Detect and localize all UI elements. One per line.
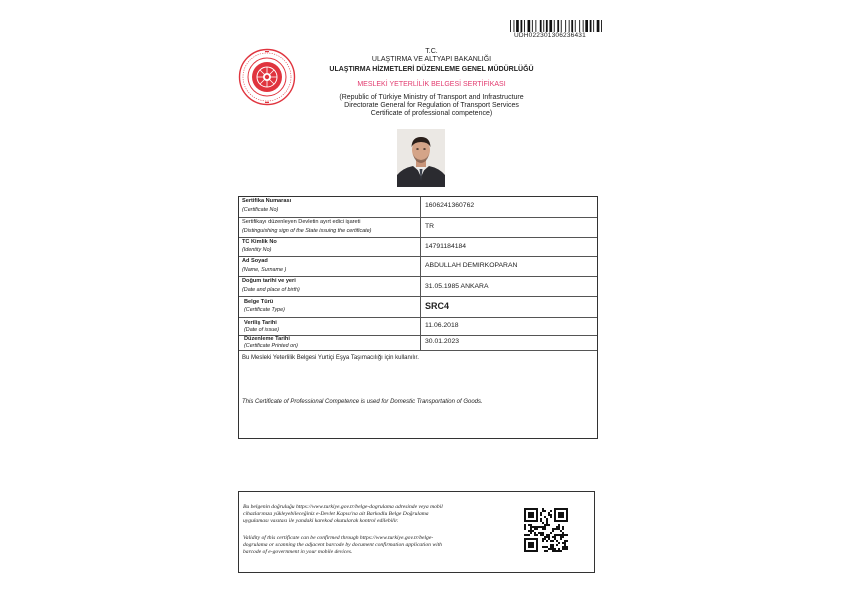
label-certificate-type-en: (Certificate Type)	[244, 307, 285, 313]
label-certificate-no: Sertifika Numarası	[242, 198, 292, 204]
label-birth: Doğum tarihi ve yeri	[242, 278, 296, 284]
label-printed-on-en: (Certificate Printed on)	[244, 343, 298, 349]
value-certificate-no: 1606241360762	[425, 202, 475, 209]
verification-box	[238, 491, 595, 573]
header-tc: T.C.	[425, 48, 438, 55]
barcode	[510, 20, 602, 32]
value-name: ABDULLAH DEMIRKOPARAN	[425, 262, 518, 269]
label-issuing-state: Sertifikayı düzenleyen Devletin ayırt edici işareti	[242, 219, 361, 225]
label-certificate-no-en: (Certificate No)	[242, 207, 279, 213]
usage-text-tr: Bu Mesleki Yeterlilik Belgesi Yurtiçi Eşya Taşımacılığı için kullanılır.	[242, 355, 419, 361]
value-printed-on: 30.01.2023	[425, 338, 460, 345]
table-row	[239, 297, 597, 318]
label-certificate-type: Belge Türü	[244, 299, 274, 305]
verification-text-tr	[243, 504, 511, 526]
usage-text-en: This Certificate of Professional Competence is used for Domestic Transportation of Goods.	[242, 399, 483, 405]
header-english-line2: Directorate General for Regulation of Transport Services	[344, 102, 519, 109]
value-identity-no: 14791184184	[425, 243, 467, 250]
table-row	[239, 238, 597, 257]
table-row	[239, 197, 597, 218]
table-row	[239, 257, 597, 277]
row-label-cell	[239, 257, 421, 276]
label-issuing-state-en: (Distinguishing sign of the State issuing the certificate)	[242, 228, 372, 234]
row-label-cell	[239, 318, 421, 335]
value-certificate-type: SRC4	[425, 301, 450, 311]
header-english-line1: (Republic of Türkiye Ministry of Transport and Infrastructure	[339, 94, 524, 101]
row-label-cell	[239, 197, 421, 217]
ministry-seal-icon	[238, 48, 296, 106]
row-label-cell	[239, 218, 421, 237]
label-name: Ad Soyad	[242, 258, 268, 264]
label-identity-no-en: (Identity No)	[242, 247, 272, 253]
label-birth-en: (Date and place of birth)	[242, 287, 300, 293]
verification-text-en	[243, 535, 511, 557]
verification-en-line2: dogrulama or scanning the adjacent barcode by document confirmation application with	[243, 542, 442, 549]
certificate-title: MESLEKİ YETERLİLİK BELGESİ SERTİFİKASI	[357, 81, 506, 88]
qr-code-icon	[524, 508, 568, 552]
table-row	[239, 218, 597, 238]
table-row	[239, 336, 597, 351]
row-label-cell	[239, 297, 421, 317]
table-row	[239, 318, 597, 336]
value-issue-date: 11.06.2018	[425, 322, 459, 329]
verification-tr-line3: uygulaması vasıtası ile yandaki karekod okutularak kontrol edilebilir.	[243, 518, 399, 525]
verification-tr-line2: cihazlarınıza yükleyebileceğiniz e-Devlet Kapısı'na ait Barkodlu Belge Doğrulama	[243, 511, 429, 518]
verification-en-line3: barcode of e-government in your mobile devices.	[243, 549, 353, 556]
row-label-cell	[239, 277, 421, 296]
label-name-en: (Name, Surname )	[242, 267, 287, 273]
barcode-number: UDH022301306236431	[514, 32, 586, 39]
label-identity-no: TC Kimlik No	[242, 239, 277, 245]
label-issue-date-en: (Date of issue)	[244, 327, 280, 333]
row-label-cell	[239, 238, 421, 256]
holder-photo	[397, 129, 445, 187]
value-birth: 31.05.1985 ANKARA	[425, 283, 489, 290]
label-issue-date: Veriliş Tarihi	[244, 320, 277, 326]
header-english-line3: Certificate of professional competence)	[370, 110, 493, 117]
label-printed-on: Düzenleme Tarihi	[244, 336, 290, 342]
value-issuing-state: TR	[425, 223, 435, 230]
verification-en-line1: Validity of this certificate can be confirmed through https://www.turkiye.gov.tr/belge-	[243, 535, 434, 541]
table-row	[239, 277, 597, 297]
certificate-details-table	[238, 196, 598, 439]
verification-tr-line1: Bu belgenin doğruluğu https://www.turkiye.gov.tr/belge-dogrulama adresinde veya mobil	[243, 504, 443, 510]
header-ministry: ULAŞTIRMA VE ALTYAPI BAKANLIĞI	[371, 56, 492, 63]
row-label-cell	[239, 336, 421, 350]
header-directorate: ULAŞTIRMA HİZMETLERİ DÜZENLEME GENEL MÜDÜRLÜĞÜ	[329, 66, 534, 73]
